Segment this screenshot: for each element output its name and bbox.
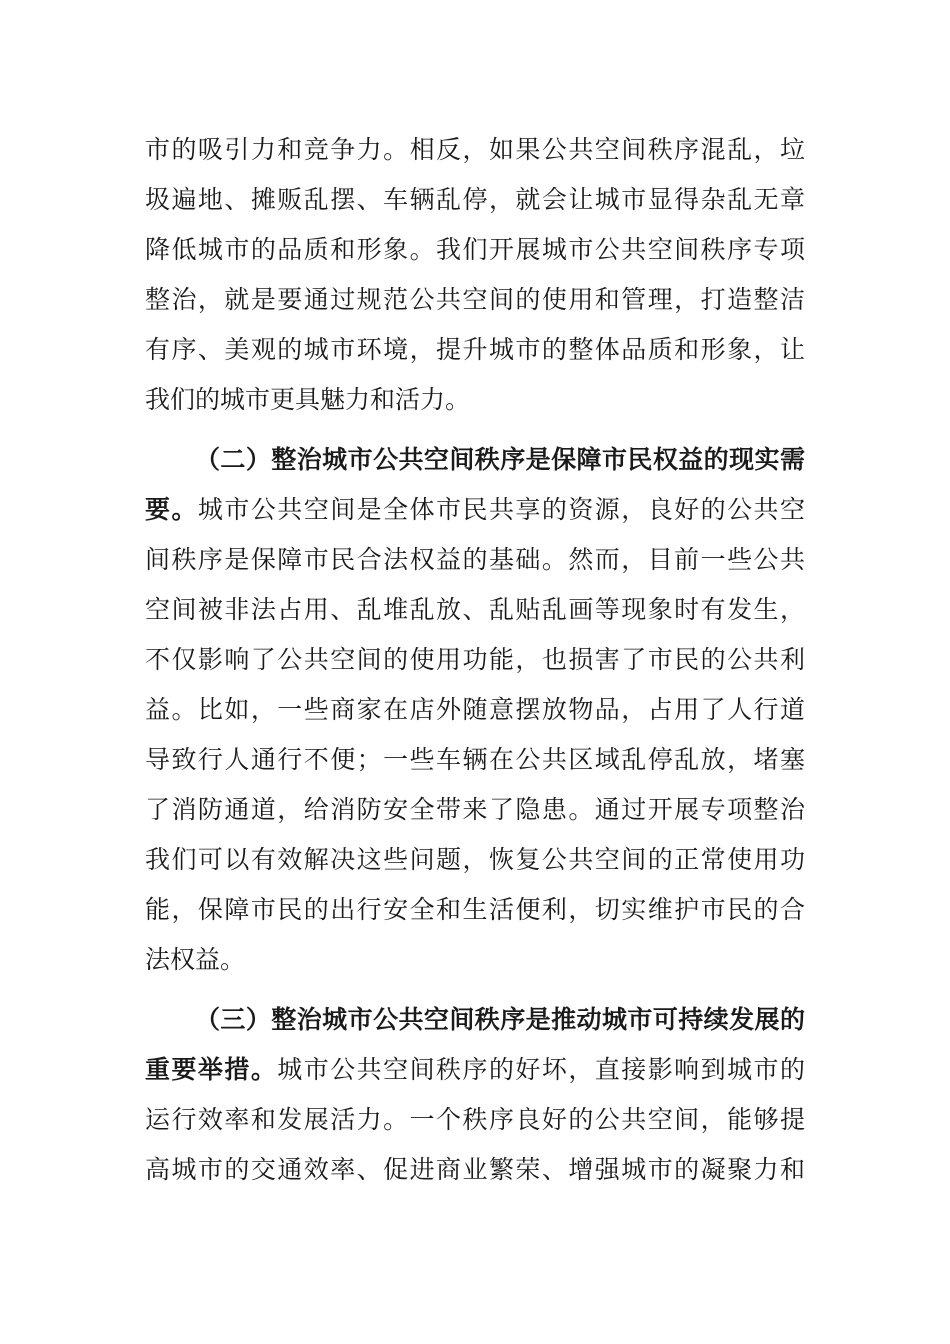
text-run: 城市公共空间秩序的好坏，直接影响到城市的 — [277, 1055, 805, 1084]
text-run: 城市公共空间是全体市民共享的资源，良好的公共空 — [197, 495, 805, 524]
text-line: 圾遍地、摊贩乱摆、车辆乱停，就会让城市显得杂乱无章 — [145, 185, 805, 214]
text-line: 导致行人通行不便；一些车辆在公共区域乱停乱放，堵塞 — [145, 745, 805, 774]
text-line: 有序、美观的城市环境，提升城市的整体品质和形象，让 — [145, 335, 805, 364]
text-line: 法权益。 — [145, 945, 246, 974]
text-line: 运行效率和发展活力。一个秩序良好的公共空间，能够提 — [145, 1105, 805, 1134]
text-line: 能，保障市民的出行安全和生活便利，切实维护市民的合 — [145, 895, 805, 924]
text-line: 了消防通道，给消防安全带来了隐患。通过开展专项整治 — [145, 795, 805, 824]
text-line — [145, 1045, 805, 1095]
text-line: 益。比如，一些商家在店外随意摆放物品，占用了人行道 — [145, 695, 805, 724]
paragraph-city-image — [145, 125, 805, 425]
text-line: 间秩序是保障市民合法权益的基础。然而，目前一些公共 — [145, 545, 805, 574]
section-heading: （二）整治城市公共空间秩序是保障市民权益的现实需 — [195, 445, 805, 474]
text-line: 我们的城市更具魅力和活力。 — [145, 385, 471, 414]
section-heading: （三）整治城市公共空间秩序是推动城市可持续发展的 — [195, 1005, 805, 1034]
text-line: 降低城市的品质和形象。我们开展城市公共空间秩序专项 — [145, 235, 805, 264]
text-line: 整治，就是要通过规范公共空间的使用和管理，打造整洁 — [145, 285, 805, 314]
text-line: 我们可以有效解决这些问题，恢复公共空间的正常使用功 — [145, 845, 805, 874]
paragraph-citizen-rights — [145, 435, 805, 985]
text-line: 市的吸引力和竞争力。相反，如果公共空间秩序混乱，垃 — [145, 135, 805, 164]
text-line — [145, 485, 805, 535]
text-line: 不仅影响了公共空间的使用功能，也损害了市民的公共利 — [145, 645, 805, 674]
section-heading-end: 要。 — [145, 495, 198, 524]
text-line: 高城市的交通效率、促进商业繁荣、增强城市的凝聚力和 — [145, 1155, 805, 1184]
paragraph-sustainable-development — [145, 995, 805, 1195]
text-line: 空间被非法占用、乱堆乱放、乱贴乱画等现象时有发生， — [145, 595, 805, 624]
section-heading-end: 重要举措。 — [145, 1055, 278, 1084]
